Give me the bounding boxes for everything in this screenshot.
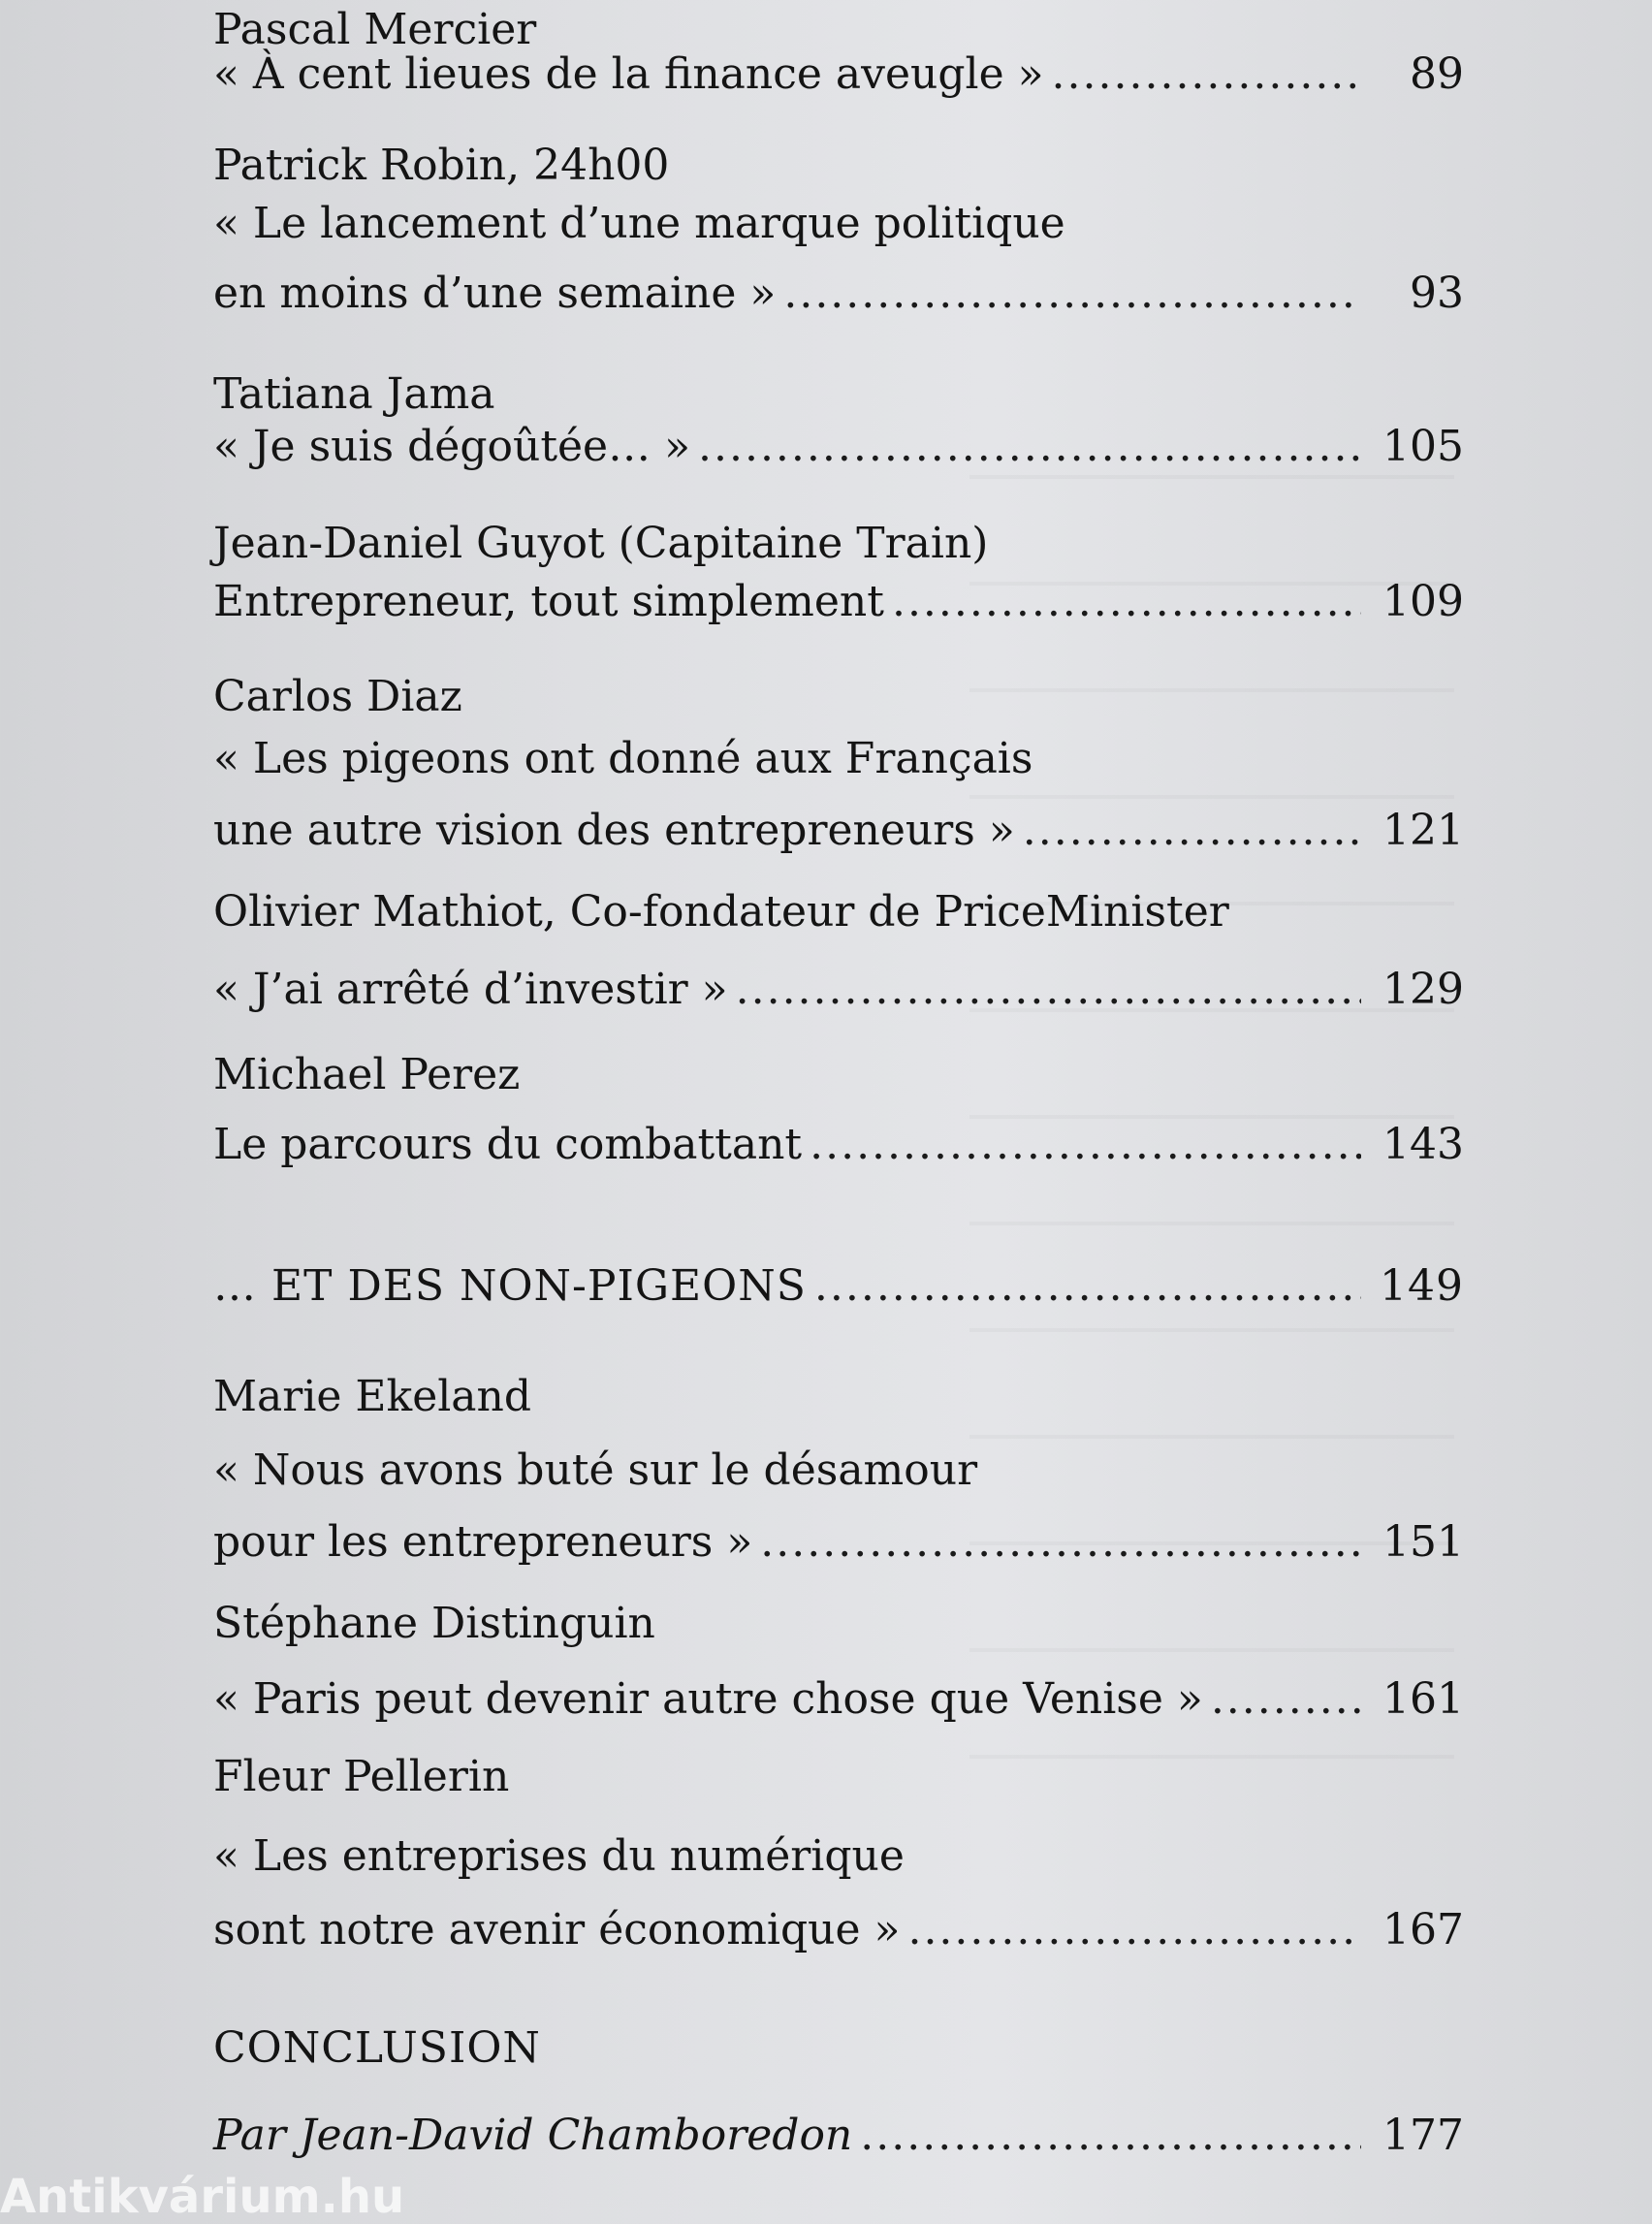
toc-page-number: 121 bbox=[1382, 806, 1464, 855]
toc-author: Jean-Daniel Guyot (Capitaine Train) bbox=[213, 519, 989, 568]
toc-entry-line[interactable] bbox=[213, 960, 1464, 1020]
toc-author-line bbox=[213, 1594, 1464, 1654]
dot-leader bbox=[814, 1256, 1361, 1317]
dot-leader bbox=[810, 1115, 1361, 1175]
toc-page-number: 89 bbox=[1410, 49, 1464, 99]
toc-author: Fleur Pellerin bbox=[213, 1752, 510, 1801]
toc-entry-title-cont: sont notre avenir économique » bbox=[213, 1905, 901, 1954]
toc-entry-title-cont: une autre vision des entrepreneurs » bbox=[213, 806, 1015, 855]
dot-leader bbox=[892, 572, 1361, 632]
toc-page-number: 93 bbox=[1410, 269, 1464, 318]
toc-page-number: 161 bbox=[1382, 1674, 1464, 1724]
toc-entry-line[interactable] bbox=[213, 1115, 1464, 1175]
toc-author: Marie Ekeland bbox=[213, 1372, 532, 1421]
toc-entry-title: « Paris peut devenir autre chose que Venise » bbox=[213, 1674, 1203, 1724]
toc-entry-title: « J’ai arrêté d’investir » bbox=[213, 965, 728, 1014]
toc-author: Michael Perez bbox=[213, 1050, 521, 1099]
toc-entry-title: « Le lancement d’une marque politique bbox=[213, 199, 1065, 248]
dot-leader bbox=[698, 417, 1361, 477]
dot-leader bbox=[736, 960, 1361, 1020]
toc-author-line bbox=[213, 136, 1464, 196]
toc-page-number: 167 bbox=[1382, 1905, 1464, 1954]
dot-leader bbox=[760, 1512, 1361, 1573]
toc-entry-title: Le parcours du combattant bbox=[213, 1120, 803, 1169]
toc-author-line bbox=[213, 1367, 1464, 1427]
toc-title-line bbox=[213, 194, 1464, 254]
dot-leader bbox=[1211, 1669, 1361, 1730]
toc-author-line bbox=[213, 1747, 1464, 1807]
toc-entry-title: « Nous avons buté sur le désamour bbox=[213, 1446, 978, 1495]
toc-title-line bbox=[213, 1441, 1464, 1501]
dot-leader bbox=[860, 2106, 1361, 2166]
toc-conclusion-heading-line[interactable] bbox=[213, 2018, 1464, 2079]
toc-author-line bbox=[213, 882, 1464, 942]
dot-leader bbox=[1023, 801, 1361, 861]
toc-entry-title: « Les entreprises du numérique bbox=[213, 1831, 905, 1881]
toc-entry-line[interactable] bbox=[213, 1512, 1464, 1573]
toc-page-number: 149 bbox=[1380, 1261, 1464, 1311]
toc-author-line bbox=[213, 1045, 1464, 1105]
toc-entry-line[interactable] bbox=[213, 45, 1464, 105]
toc-entry-line[interactable] bbox=[213, 417, 1464, 477]
toc-entry-title-cont: en moins d’une semaine » bbox=[213, 269, 777, 318]
toc-section-line[interactable] bbox=[213, 1256, 1464, 1317]
toc-title-line bbox=[213, 729, 1464, 789]
toc-entry-line[interactable] bbox=[213, 1669, 1464, 1730]
toc-page-number: 105 bbox=[1382, 422, 1464, 471]
toc-entry-line[interactable] bbox=[213, 801, 1464, 861]
dot-leader bbox=[907, 1900, 1361, 1960]
dot-leader bbox=[783, 264, 1361, 324]
toc-author: Patrick Robin, 24h00 bbox=[213, 141, 670, 190]
toc-entry-line[interactable] bbox=[213, 264, 1464, 324]
toc-author-line bbox=[213, 514, 1464, 574]
toc-author-line bbox=[213, 667, 1464, 727]
toc-entry-title: « Les pigeons ont donné aux Français bbox=[213, 734, 1033, 783]
toc-page-number: 177 bbox=[1382, 2111, 1464, 2160]
toc-entry-title-cont: pour les entrepreneurs » bbox=[213, 1517, 753, 1567]
toc-page-number: 109 bbox=[1382, 577, 1464, 626]
toc-author: Olivier Mathiot, Co-fondateur de PriceMinister bbox=[213, 887, 1229, 937]
toc-entry-title: Entrepreneur, tout simplement bbox=[213, 577, 884, 626]
toc-title-line bbox=[213, 1827, 1464, 1887]
toc-page-number: 143 bbox=[1382, 1120, 1464, 1169]
toc-entry-line[interactable] bbox=[213, 572, 1464, 632]
toc-author-line bbox=[213, 365, 1464, 425]
toc-page-number: 129 bbox=[1382, 965, 1464, 1014]
toc-conclusion-title: CONCLUSION bbox=[213, 2023, 541, 2073]
dot-leader bbox=[1052, 45, 1361, 105]
toc-author: Stéphane Distinguin bbox=[213, 1599, 655, 1648]
toc-author: Pascal Mercier bbox=[213, 5, 537, 54]
toc-entry-title: « À cent lieues de la finance aveugle » bbox=[213, 49, 1044, 99]
toc-conclusion-line[interactable] bbox=[213, 2106, 1464, 2166]
toc-conclusion-byline: Par Jean-David Chamboredon bbox=[213, 2111, 853, 2160]
toc-entry-title: « Je suis dégoûtée… » bbox=[213, 422, 690, 471]
toc-author: Carlos Diaz bbox=[213, 672, 462, 721]
watermark: Antikvárium.hu bbox=[0, 2170, 405, 2224]
toc-section-title: … ET DES NON-PIGEONS bbox=[213, 1261, 807, 1311]
toc-author: Tatiana Jama bbox=[213, 369, 495, 419]
toc-page-number: 151 bbox=[1382, 1517, 1464, 1567]
toc-entry-line[interactable] bbox=[213, 1900, 1464, 1960]
